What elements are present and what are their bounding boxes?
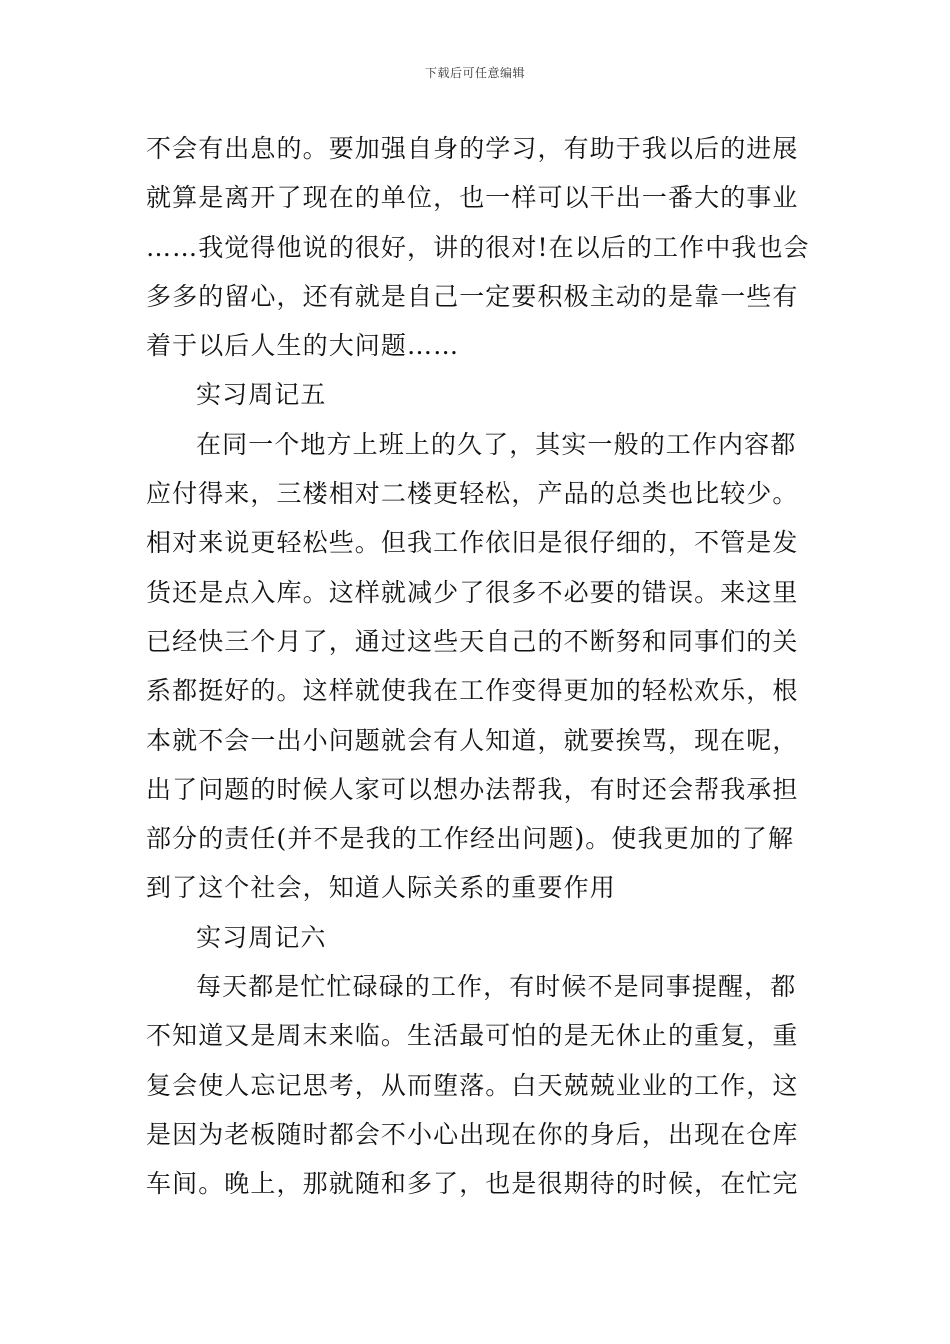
text-line: 每天都是忙忙碌碌的工作，有时候不是同事提醒，都 xyxy=(196,972,797,1002)
text-line: 系都挺好的。这样就使我在工作变得更加的轻松欢乐，根 xyxy=(146,676,799,706)
text-line: 已经快三个月了，通过这些天自己的不断努和同事们的关 xyxy=(146,626,799,656)
text-line: 相对来说更轻松些。但我工作依旧是很仔细的，不管是发 xyxy=(146,528,799,558)
text-line: 车间。晚上，那就随和多了，也是很期待的时候，在忙完 xyxy=(146,1169,799,1199)
text-line: 在同一个地方上班上的久了，其实一般的工作内容都 xyxy=(196,429,797,459)
body-text xyxy=(146,124,810,1209)
page-header: 下载后可任意编辑 xyxy=(424,66,525,80)
text-line: 应付得来，三楼相对二楼更轻松，产品的总类也比较少。 xyxy=(146,479,799,509)
text-line: 复会使人忘记思考，从而堕落。白天兢兢业业的工作，这 xyxy=(146,1070,799,1100)
text-line: 货还是点入库。这样就减少了很多不必要的错误。来这里 xyxy=(146,577,799,607)
text-line: 本就不会一出小问题就会有人知道，就要挨骂，现在呢， xyxy=(146,725,799,755)
text-line: 不知道又是周末来临。生活最可怕的是无休止的重复，重 xyxy=(146,1021,799,1051)
text-line: 就算是离开了现在的单位，也一样可以干出一番大的事业 xyxy=(146,183,799,213)
text-line: 是因为老板随时都会不小心出现在你的身后，出现在仓库 xyxy=(146,1119,799,1149)
text-line: ……我觉得他说的很好，讲的很对!在以后的工作中我也会 xyxy=(146,232,810,262)
text-line: 不会有出息的。要加强自身的学习，有助于我以后的进展 xyxy=(146,134,799,163)
text-line: 部分的责任(并不是我的工作经出问题)。使我更加的了解 xyxy=(146,824,795,854)
text-line: 出了问题的时候人家可以想办法帮我，有时还会帮我承担 xyxy=(146,774,799,804)
text-line: 实习周记六 xyxy=(196,922,327,952)
text-line: 多多的留心，还有就是自己一定要积极主动的是靠一些有 xyxy=(146,281,799,311)
text-line: 着于以后人生的大问题…… xyxy=(146,331,460,361)
text-line: 实习周记五 xyxy=(196,380,327,410)
text-line: 到了这个社会，知道人际关系的重要作用 xyxy=(146,873,616,903)
